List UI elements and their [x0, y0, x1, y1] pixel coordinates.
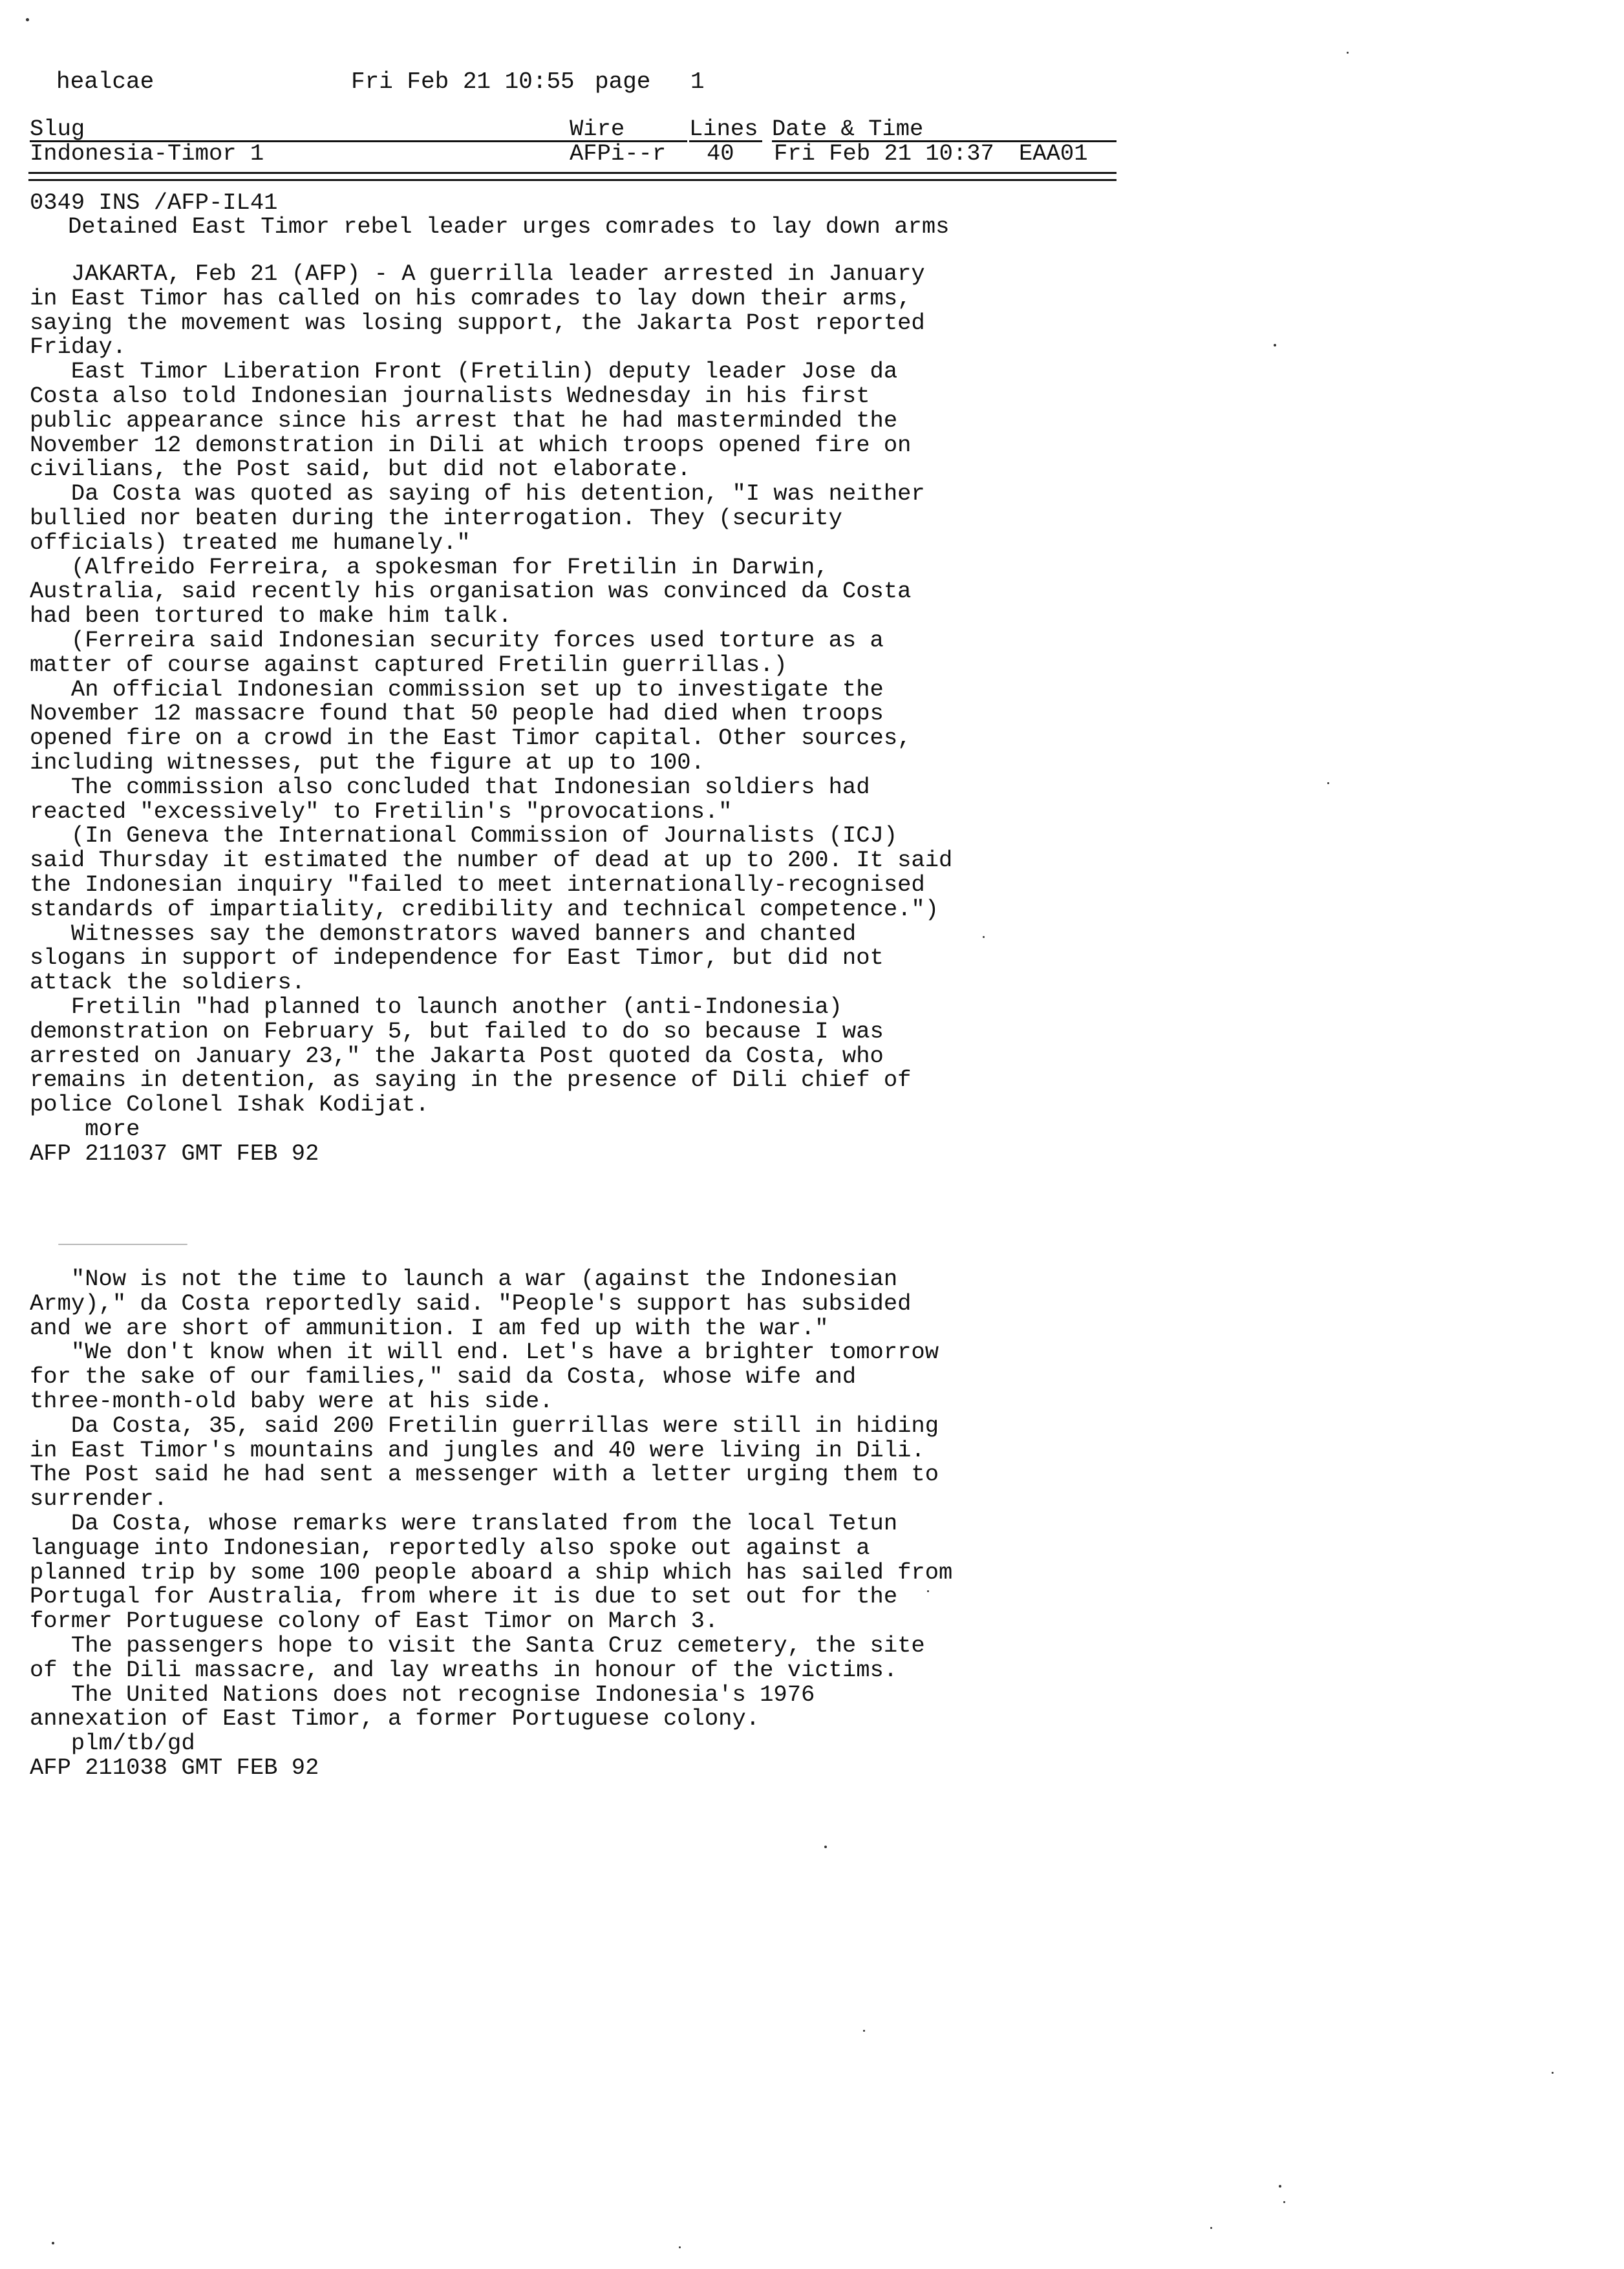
- col-lines-label: Lines: [689, 116, 758, 142]
- story-line: (Alfreido Ferreira, a spokesman for Fretilin in Darwin,: [30, 553, 829, 581]
- col-datetime-header: [772, 117, 1116, 142]
- story-line: surrender.: [30, 1486, 168, 1513]
- scan-speck: [26, 18, 29, 21]
- scan-speck: [983, 936, 985, 938]
- story-line: planned trip by some 100 people aboard a ship which has sailed from: [30, 1559, 953, 1586]
- scan-speck: [863, 2030, 865, 2032]
- story-line: The Post said he had sent a messenger with a letter urging them to: [30, 1461, 939, 1488]
- lines-value: 40: [707, 140, 734, 167]
- story-line: (Ferreira said Indonesian security forces used torture as a: [30, 627, 884, 654]
- story-line: Army)," da Costa reportedly said. "People's support has subsided: [30, 1290, 912, 1317]
- story-line: annexation of East Timor, a former Portuguese colony.: [30, 1705, 760, 1732]
- story-line: Da Costa, 35, said 200 Fretilin guerrillas were still in hiding: [30, 1412, 939, 1439]
- scan-speck: [679, 2246, 681, 2248]
- story-line: of the Dili massacre, and lay wreaths in honour of the victims.: [30, 1656, 898, 1683]
- story-line: AFP 211038 GMT FEB 92: [30, 1754, 319, 1781]
- wire-value: AFPi--r: [570, 140, 667, 167]
- story-line: Friday.: [30, 334, 127, 361]
- col-slug-label: Slug: [30, 116, 85, 142]
- story-line: (In Geneva the International Commission of Journalists (ICJ): [30, 822, 898, 849]
- story-line: Portugal for Australia, from where it is due to set out for the: [30, 1583, 898, 1610]
- page-label: page: [595, 69, 651, 95]
- datetime-value: Fri Feb 21 10:37: [774, 140, 994, 167]
- scan-speck: [1347, 52, 1349, 54]
- story-line: and we are short of ammunition. I am fed up with the war.": [30, 1314, 829, 1341]
- story-line: November 12 massacre found that 50 people had died when troops: [30, 700, 884, 727]
- scan-speck: [1283, 2201, 1285, 2203]
- story-line: "We don't know when it will end. Let's have a brighter tomorrow: [30, 1339, 939, 1366]
- story-line: Da Costa was quoted as saying of his detention, "I was neither: [30, 480, 925, 507]
- story-line: public appearance since his arrest that he had masterminded the: [30, 407, 898, 434]
- story-line: remains in detention, as saying in the presence of Dili chief of: [30, 1067, 912, 1094]
- story-line: Australia, said recently his organisation was convinced da Costa: [30, 578, 912, 605]
- story-line: including witnesses, put the figure at up to 100.: [30, 749, 705, 776]
- story-line: in East Timor has called on his comrades to lay down their arms,: [30, 284, 912, 312]
- scan-speck: [1210, 2227, 1212, 2229]
- scan-speck: [927, 1590, 929, 1592]
- scan-speck: [1327, 782, 1329, 784]
- story-line: plm/tb/gd: [30, 1730, 195, 1757]
- col-wire-label: Wire: [570, 116, 625, 142]
- story-line: for the sake of our families," said da Costa, whose wife and: [30, 1363, 857, 1390]
- col-lines-header: [689, 117, 762, 142]
- story-line: The United Nations does not recognise Indonesia's 1976: [30, 1681, 815, 1708]
- story-line: The commission also concluded that Indonesian soldiers had: [30, 773, 870, 800]
- col-datetime-label: Date & Time: [772, 116, 924, 142]
- story-line: civilians, the Post said, but did not elaborate.: [30, 456, 691, 483]
- col-slug-header: [30, 117, 570, 142]
- double-rule-divider: [28, 172, 1116, 181]
- story-line: saying the movement was losing support, the Jakarta Post reported: [30, 309, 925, 336]
- headline: Detained East Timor rebel leader urges comrades to lay down arms: [68, 213, 950, 240]
- scan-speck: [1279, 2185, 1281, 2188]
- story-code: EAA01: [1019, 140, 1088, 167]
- story-line: East Timor Liberation Front (Fretilin) deputy leader Jose da: [30, 358, 898, 385]
- story-line: arrested on January 23," the Jakarta Post quoted da Costa, who: [30, 1042, 884, 1069]
- story-line: had been tortured to make him talk.: [30, 602, 512, 630]
- story-line: Witnesses say the demonstrators waved banners and chanted: [30, 920, 857, 947]
- story-line: three-month-old baby were at his side.: [30, 1388, 553, 1414]
- story-line: police Colonel Ishak Kodijat.: [30, 1091, 429, 1118]
- story-line: former Portuguese colony of East Timor on March 3.: [30, 1608, 719, 1635]
- scan-speck: [824, 1846, 827, 1848]
- story-line: The passengers hope to visit the Santa Cruz cemetery, the site: [30, 1632, 925, 1659]
- scan-mark: [58, 1244, 187, 1245]
- scan-speck: [52, 2242, 54, 2244]
- story-line: "Now is not the time to launch a war (against the Indonesian: [30, 1266, 898, 1292]
- story-line: Fretilin "had planned to launch another (anti-Indonesia): [30, 994, 842, 1020]
- page-number: 1: [690, 69, 705, 95]
- scan-speck: [1274, 344, 1276, 346]
- story-line: said Thursday it estimated the number of dead at up to 200. It said: [30, 847, 953, 874]
- story-line: the Indonesian inquiry "failed to meet internationally-recognised: [30, 871, 925, 898]
- story-line: November 12 demonstration in Dili at which troops opened fire on: [30, 431, 912, 458]
- story-line: in East Timor's mountains and jungles and 40 were living in Dili.: [30, 1436, 925, 1464]
- print-timestamp: Fri Feb 21 10:55: [351, 69, 575, 95]
- story-line: more: [30, 1116, 140, 1142]
- story-line: attack the soldiers.: [30, 969, 306, 996]
- story-line: Da Costa, whose remarks were translated from the local Tetun: [30, 1510, 898, 1537]
- slug-value: Indonesia-Timor 1: [30, 140, 264, 167]
- story-line: officials) treated me humanely.": [30, 529, 471, 556]
- story-line: matter of course against captured Fretilin guerrillas.): [30, 651, 787, 678]
- scan-speck: [1552, 2072, 1554, 2074]
- col-wire-header: [570, 117, 687, 142]
- story-line: demonstration on February 5, but failed to do so because I was: [30, 1017, 884, 1045]
- print-user: healcae: [56, 69, 155, 95]
- story-line: slogans in support of independence for East Timor, but did not: [30, 944, 884, 972]
- story-line: opened fire on a crowd in the East Timor capital. Other sources,: [30, 725, 912, 752]
- story-line: reacted "excessively" to Fretilin's "provocations.": [30, 798, 732, 825]
- story-line: AFP 211037 GMT FEB 92: [30, 1140, 319, 1167]
- story-line: standards of impartiality, credibility and technical competence."): [30, 895, 939, 922]
- story-line: JAKARTA, Feb 21 (AFP) - A guerrilla leader arrested in January: [30, 261, 925, 287]
- story-line: language into Indonesian, reportedly also spoke out against a: [30, 1534, 870, 1561]
- story-id: 0349 INS /AFP-IL41: [30, 189, 278, 216]
- story-line: An official Indonesian commission set up to investigate the: [30, 676, 884, 703]
- story-line: Costa also told Indonesian journalists Wednesday in his first: [30, 383, 870, 409]
- story-line: bullied nor beaten during the interrogation. They (security: [30, 505, 842, 531]
